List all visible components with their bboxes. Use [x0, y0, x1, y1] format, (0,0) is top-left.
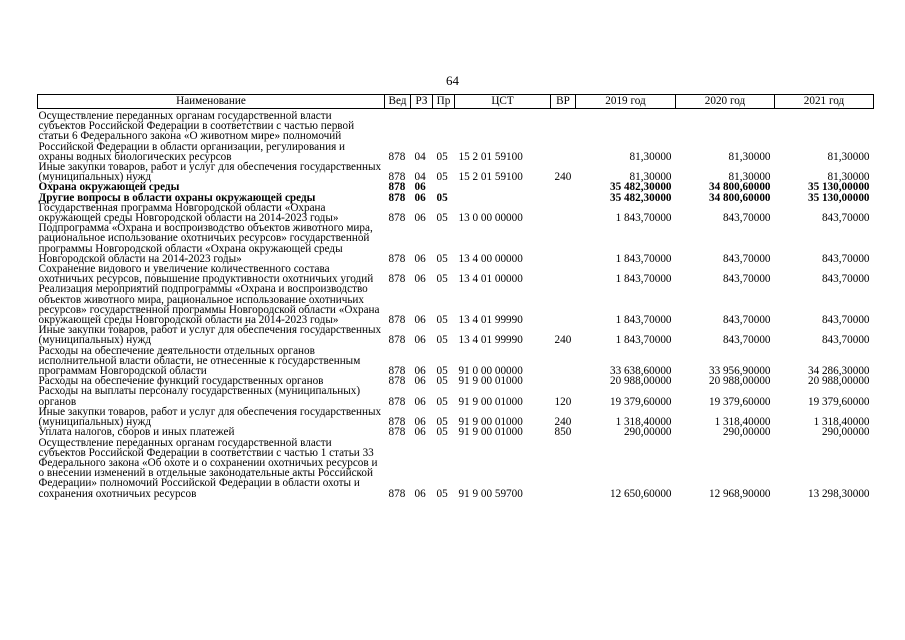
row-name: Другие вопросы в области охраны окружающей среды [38, 191, 316, 204]
row-vr [551, 438, 576, 499]
row-cst: 13 4 01 99990 [458, 334, 523, 347]
row-value-2019: 81,30000 [629, 150, 672, 163]
row-value-2019: 1 843,70000 [615, 212, 672, 225]
row-cst: 91 9 00 01000 [458, 426, 523, 439]
row-value-2021: 35 130,00000 [807, 181, 870, 194]
row-rz: 06 [414, 334, 426, 347]
row-vr [551, 264, 576, 284]
table-header-row [38, 95, 874, 109]
row-rz: 06 [414, 191, 426, 204]
row-vr [551, 376, 576, 386]
row-cst: 13 4 01 00000 [458, 273, 523, 286]
row-value-2021: 843,70000 [821, 314, 870, 327]
table-row [38, 438, 874, 499]
row-vr: 850 [554, 426, 572, 439]
row-value-2021: 843,70000 [821, 212, 870, 225]
row-value-2020: 33 956,90000 [708, 365, 771, 378]
row-name: Государственная программа Новгородской области «Охрана окружающей среды Новгородской области на 2014-2023 годы» [38, 201, 339, 225]
table-row [38, 407, 874, 427]
row-vr [551, 284, 576, 325]
row-vr: 240 [554, 416, 572, 429]
row-ved: 878 [388, 314, 406, 327]
row-rz: 06 [414, 181, 426, 194]
table-row [38, 109, 874, 163]
row-rz: 06 [414, 273, 426, 286]
page-number: 64 [446, 73, 459, 88]
row-ved: 878 [388, 171, 406, 184]
row-rz: 06 [414, 365, 426, 378]
row-ved: 878 [388, 375, 406, 388]
row-ved: 878 [388, 150, 406, 163]
row-value-2020: 19 379,60000 [708, 395, 771, 408]
row-value-2021: 843,70000 [821, 252, 870, 265]
row-value-2020: 12 968,90000 [708, 487, 771, 500]
row-value-2019: 20 988,00000 [609, 375, 672, 388]
row-value-2020: 34 800,60000 [708, 191, 771, 204]
row-value-2019: 19 379,60000 [609, 395, 672, 408]
table-row [38, 386, 874, 406]
row-value-2019: 33 638,60000 [609, 365, 672, 378]
row-ved: 878 [388, 426, 406, 439]
column-header-cst: ЦСТ [455, 95, 551, 109]
column-header-2019: 2019 год [576, 95, 676, 109]
row-rz: 06 [414, 375, 426, 388]
row-value-2021: 1 318,40000 [813, 416, 870, 429]
table-row [38, 427, 874, 437]
row-value-2021: 35 130,00000 [807, 191, 870, 204]
row-pr: 05 [436, 487, 448, 500]
row-pr: 05 [436, 416, 448, 429]
row-ved: 878 [388, 334, 406, 347]
row-name: Расходы на выплаты персоналу государственных (муниципальных) органов [38, 385, 361, 408]
row-pr: 05 [436, 365, 448, 378]
row-cst [455, 182, 551, 192]
row-name: Охрана окружающей среды [38, 181, 180, 194]
row-value-2021: 843,70000 [821, 273, 870, 286]
row-ved: 878 [388, 212, 406, 225]
row-value-2020: 34 800,60000 [708, 181, 771, 194]
row-value-2020: 290,00000 [722, 426, 771, 439]
row-ved: 878 [388, 252, 406, 265]
row-name: Осуществление переданных органам государственной власти субъектов Российской Федерации в соответствии с частью первой статьи 6 Федерального закона «О животном мире» полномочий Российской Федерации в области организации, регулирования и охраны водных биологических ресурсов [38, 110, 355, 163]
row-name: Иные закупки товаров, работ и услуг для обеспечения государственных (муниципальных) нужд [38, 161, 382, 184]
row-vr [551, 203, 576, 223]
column-header-pr: Пр [433, 95, 455, 109]
row-vr: 120 [554, 395, 572, 408]
row-pr: 05 [436, 273, 448, 286]
row-rz: 06 [414, 426, 426, 439]
row-name: Реализация мероприятий подпрограммы «Охрана и воспроизводство объектов животного мира, рациональное использование охотничьих ресурсов» государственной программы Новгородской области «Охрана окружающей среды Новгородской области на 2014-2023 годы» [38, 283, 380, 327]
row-vr [551, 223, 576, 264]
row-value-2021: 843,70000 [821, 334, 870, 347]
column-header-2020: 2020 год [676, 95, 775, 109]
row-rz: 06 [414, 252, 426, 265]
row-value-2019: 1 843,70000 [615, 252, 672, 265]
row-pr: 05 [436, 395, 448, 408]
row-value-2019: 290,00000 [623, 426, 672, 439]
row-rz: 04 [414, 171, 426, 184]
row-value-2020: 843,70000 [722, 273, 771, 286]
row-cst: 91 9 00 59700 [458, 487, 523, 500]
row-value-2021: 290,00000 [821, 426, 870, 439]
row-name: Расходы на обеспечение деятельности отдельных органов исполнительной власти области, не отнесенные к государственным программам Новгородской области [38, 344, 361, 378]
column-header-2021: 2021 год [775, 95, 874, 109]
row-pr: 05 [436, 314, 448, 327]
row-value-2019: 81,30000 [629, 171, 672, 184]
row-cst: 15 2 01 59100 [458, 150, 523, 163]
row-pr: 05 [436, 426, 448, 439]
row-vr: 240 [554, 171, 572, 184]
row-pr: 05 [436, 252, 448, 265]
row-cst: 91 9 00 01000 [458, 395, 523, 408]
row-ved: 878 [388, 181, 406, 194]
row-ved: 878 [388, 487, 406, 500]
row-ved: 878 [388, 395, 406, 408]
table-row [38, 223, 874, 264]
row-vr [551, 109, 576, 163]
row-rz: 04 [414, 150, 426, 163]
row-rz: 06 [414, 395, 426, 408]
row-name: Осуществление переданных органам государственной власти субъектов Российской Федерации в соответствии с частью 1 статьи 33 Федерального закона «Об охоте и о сохранении охотничьих ресурсов и о внесении изменений в отдельные законодательные акты Российской Федерации» полномочий Российской Федерации в области охоты и сохранения охотничьих ресурсов [38, 436, 378, 500]
row-rz: 06 [414, 314, 426, 327]
row-name: Подпрограмма «Охрана и воспроизводство объектов животного мира, рациональное использование охотничьих ресурсов» государственной программы Новгородской области «Охрана окружающей среды Новгородской области на 2014-2023 годы» [38, 222, 373, 265]
row-value-2021: 19 379,60000 [807, 395, 870, 408]
row-name: Уплата налогов, сборов и иных платежей [38, 426, 235, 439]
row-name: Расходы на обеспечение функций государственных органов [38, 375, 324, 388]
row-value-2020: 1 318,40000 [714, 416, 771, 429]
table-row [38, 162, 874, 182]
row-cst: 91 9 00 01000 [458, 416, 523, 429]
row-ved: 878 [388, 273, 406, 286]
row-value-2019: 1 318,40000 [615, 416, 672, 429]
row-ved: 878 [388, 365, 406, 378]
row-value-2021: 20 988,00000 [807, 375, 870, 388]
row-ved: 878 [388, 416, 406, 429]
row-name: Иные закупки товаров, работ и услуг для обеспечения государственных (муниципальных) нужд [38, 405, 382, 429]
row-value-2021: 81,30000 [827, 171, 870, 184]
row-vr [551, 182, 576, 192]
row-name: Иные закупки товаров, работ и услуг для обеспечения государственных (муниципальных) нужд [38, 324, 382, 347]
row-value-2021: 13 298,30000 [807, 487, 870, 500]
row-pr: 05 [436, 334, 448, 347]
row-cst: 13 4 00 00000 [458, 252, 523, 265]
row-vr [551, 193, 576, 203]
row-cst: 15 2 01 59100 [458, 171, 523, 184]
budget-table [37, 94, 874, 499]
row-vr: 240 [554, 334, 572, 347]
row-rz: 06 [414, 416, 426, 429]
row-value-2020: 843,70000 [722, 252, 771, 265]
row-value-2019: 35 482,30000 [609, 191, 672, 204]
row-value-2020: 843,70000 [722, 314, 771, 327]
table-row [38, 264, 874, 284]
row-pr: 05 [436, 212, 448, 225]
row-pr: 05 [436, 191, 448, 204]
column-header-vr: ВР [551, 95, 576, 109]
column-header-name: Наименование [38, 95, 385, 109]
row-value-2019: 1 843,70000 [615, 314, 672, 327]
row-name: Сохранение видового и увеличение количественного состава охотничьих ресурсов, повышение продуктивности охотничьих угодий [38, 263, 374, 286]
table-row [38, 203, 874, 223]
row-value-2020: 843,70000 [722, 334, 771, 347]
column-header-rz: РЗ [411, 95, 433, 109]
row-value-2020: 81,30000 [728, 171, 771, 184]
row-value-2020: 81,30000 [728, 150, 771, 163]
table-row [38, 346, 874, 377]
row-value-2021: 34 286,30000 [807, 365, 870, 378]
row-pr: 05 [436, 375, 448, 388]
table-row [38, 284, 874, 325]
row-cst [455, 193, 551, 203]
row-rz: 06 [414, 212, 426, 225]
row-pr: 05 [436, 171, 448, 184]
row-value-2019: 12 650,60000 [609, 487, 672, 500]
row-cst: 91 0 00 00000 [458, 365, 523, 378]
row-value-2019: 35 482,30000 [609, 181, 672, 194]
row-ved: 878 [388, 191, 406, 204]
row-value-2019: 1 843,70000 [615, 273, 672, 286]
table-row [38, 325, 874, 345]
row-rz: 06 [414, 487, 426, 500]
row-value-2021: 81,30000 [827, 150, 870, 163]
row-cst: 13 0 00 00000 [458, 212, 523, 225]
column-header-ved: Вед [385, 95, 411, 109]
row-value-2019: 1 843,70000 [615, 334, 672, 347]
row-value-2020: 843,70000 [722, 212, 771, 225]
row-cst: 13 4 01 99990 [458, 314, 523, 327]
row-vr [551, 346, 576, 377]
row-pr: 05 [436, 150, 448, 163]
row-cst: 91 9 00 01000 [458, 375, 523, 388]
row-value-2020: 20 988,00000 [708, 375, 771, 388]
